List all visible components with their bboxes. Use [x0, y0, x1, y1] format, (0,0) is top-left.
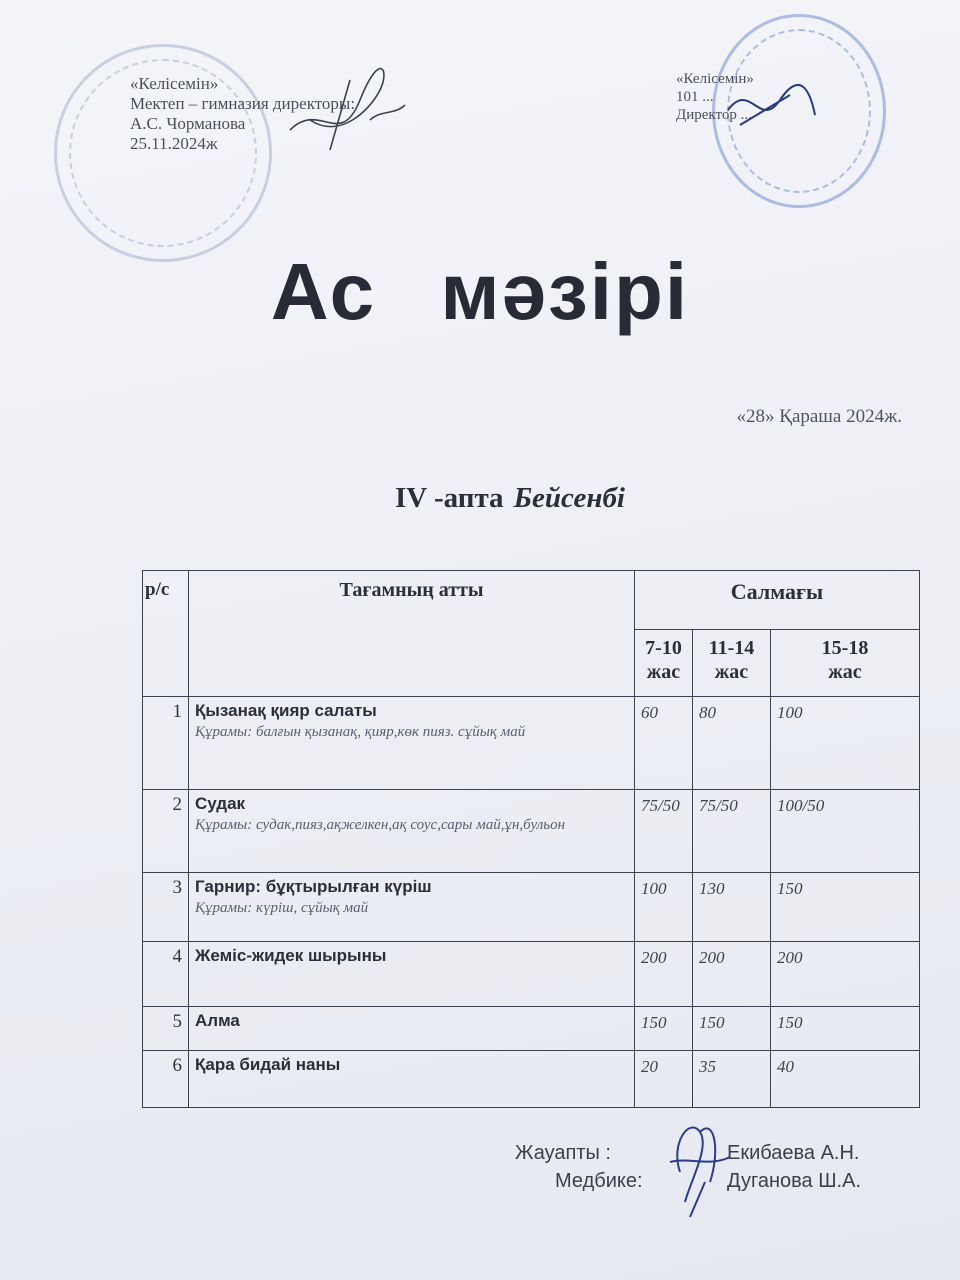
weight-7-10: 150: [635, 1007, 693, 1051]
header-dish-name: Тағамның атты: [189, 571, 635, 697]
approval-line-4: 25.11.2024ж: [130, 134, 218, 153]
weight-11-14: 75/50: [693, 790, 771, 873]
row-number: 4: [143, 942, 189, 1007]
weight-15-18: 200: [771, 942, 920, 1007]
row-number: 1: [143, 697, 189, 790]
weight-15-18: 40: [771, 1051, 920, 1108]
row-number: 5: [143, 1007, 189, 1051]
row-number: 6: [143, 1051, 189, 1108]
menu-date: «28» Қараша 2024ж.: [736, 406, 902, 427]
weight-15-18: 100: [771, 697, 920, 790]
header-number: р/с: [143, 571, 189, 697]
dish-name: Алма: [195, 1011, 240, 1030]
dish-cell: [189, 1051, 635, 1108]
dish-composition: Құрамы: күріш, сұйық май: [195, 900, 369, 916]
dish-composition: Құрамы: балғын қызанақ, қияр,көк пияз. сұйық май: [195, 724, 526, 740]
row-number: 3: [143, 873, 189, 942]
responsible-label: Жауапты :: [515, 1142, 611, 1164]
week-day: Бейсенбі: [513, 482, 625, 514]
agreed-line-2: 101 ...: [676, 89, 714, 105]
table-row: [143, 1007, 920, 1051]
agreed-line-1: «Келісемін»: [676, 71, 754, 87]
header-age-11-14: 11-14 жас: [693, 630, 771, 697]
table-row: [143, 790, 920, 873]
dish-composition: Құрамы: судак,пияз,ақжелкен,ақ соус,сары май,ұн,бульон: [195, 817, 566, 833]
nurse-name: Дуганова Ш.А.: [727, 1170, 861, 1192]
weight-7-10: 20: [635, 1051, 693, 1108]
page-title: Ас мәзірі: [270, 247, 690, 336]
row-number: 2: [143, 790, 189, 873]
director-signature: [280, 60, 410, 160]
table-row: [143, 697, 920, 790]
dish-name: Жеміс-жидек шырыны: [195, 946, 387, 965]
responsible-name: Екибаева А.Н.: [727, 1142, 860, 1164]
weight-11-14: 200: [693, 942, 771, 1007]
header-weight: Салмағы: [635, 571, 920, 630]
menu-table: [142, 570, 920, 1108]
dish-cell: [189, 942, 635, 1007]
table-row: [143, 1051, 920, 1108]
weight-11-14: 35: [693, 1051, 771, 1108]
agreed-line-3: Директор ...: [676, 107, 752, 123]
week-label: IV -апта: [395, 482, 504, 514]
dish-cell: [189, 1007, 635, 1051]
dish-cell: [189, 790, 635, 873]
dish-name: Қызанақ қияр салаты: [195, 701, 377, 720]
weight-11-14: 130: [693, 873, 771, 942]
weight-7-10: 200: [635, 942, 693, 1007]
dish-name: Гарнир: бұқтырылған күріш: [195, 877, 432, 896]
week-heading: [0, 482, 960, 515]
weight-7-10: 60: [635, 697, 693, 790]
dish-name: Судак: [195, 794, 246, 813]
approval-line-2: Мектеп – гимназия директоры:: [130, 94, 356, 113]
weight-11-14: 80: [693, 697, 771, 790]
dish-name: Қара бидай наны: [195, 1055, 341, 1074]
agreed-signature: [720, 70, 820, 140]
dish-cell: [189, 697, 635, 790]
weight-15-18: 100/50: [771, 790, 920, 873]
weight-11-14: 150: [693, 1007, 771, 1051]
weight-7-10: 75/50: [635, 790, 693, 873]
approval-line-1: «Келісемін»: [130, 74, 219, 93]
dish-cell: [189, 873, 635, 942]
table-row: [143, 873, 920, 942]
header-age-7-10: 7-10 жас: [635, 630, 693, 697]
weight-15-18: 150: [771, 873, 920, 942]
approval-line-3: А.С. Чорманова: [130, 114, 246, 133]
responsible-signature: [660, 1112, 740, 1222]
header-age-15-18: 15-18 жас: [771, 630, 920, 697]
weight-15-18: 150: [771, 1007, 920, 1051]
weight-7-10: 100: [635, 873, 693, 942]
table-row: [143, 942, 920, 1007]
nurse-label: Медбике:: [555, 1170, 643, 1192]
